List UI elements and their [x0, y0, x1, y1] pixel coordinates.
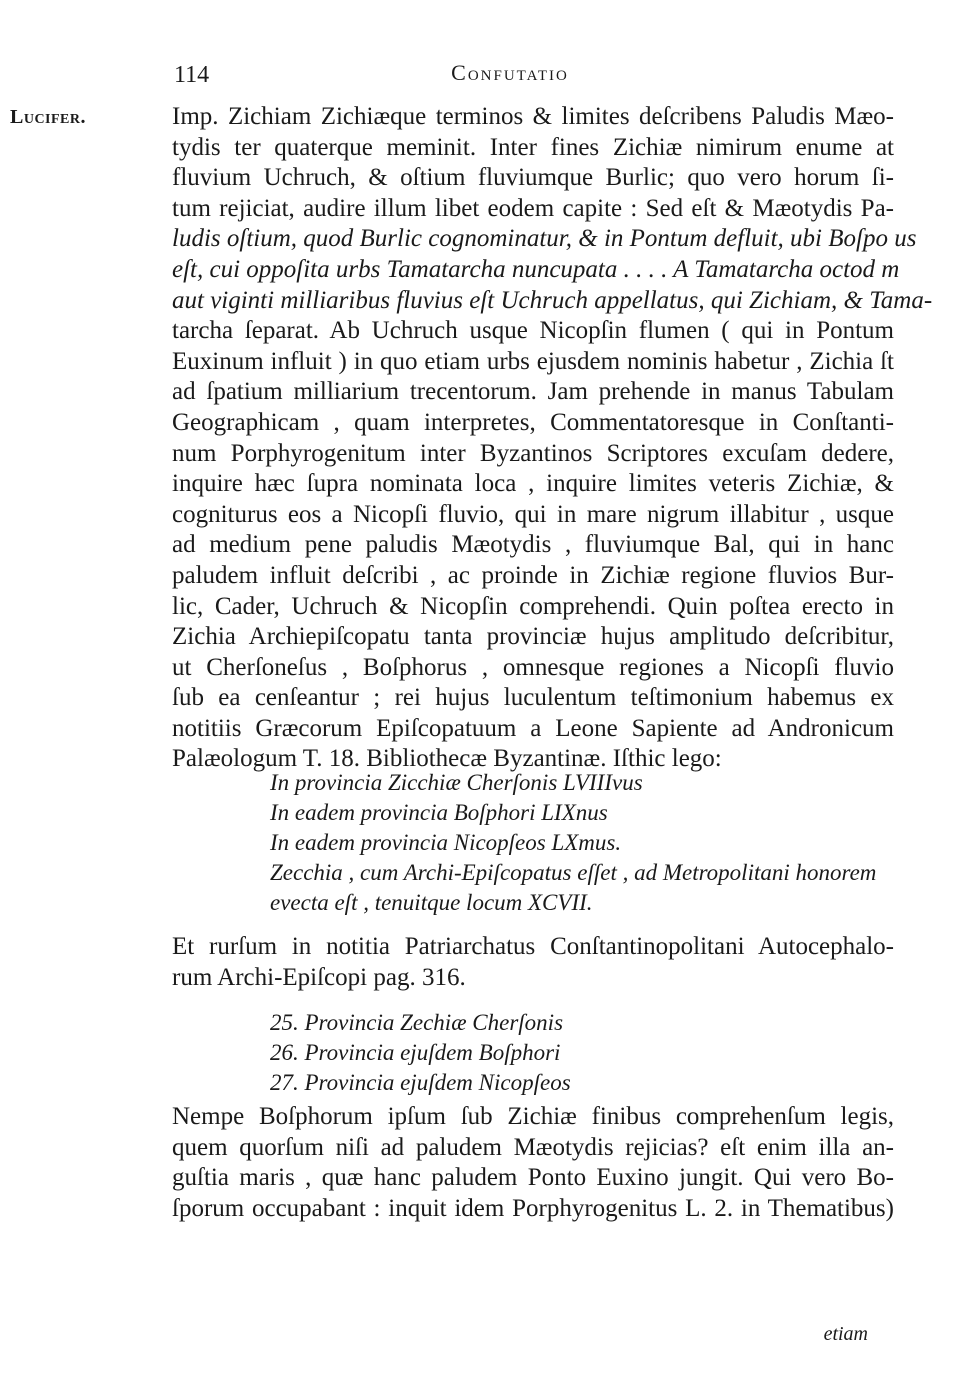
text-line: ſub ea cenſeantur ; rei hujus luculentum teſtimonium habemus ex	[172, 684, 894, 712]
text-line: aut viginti milliaribus fluvius eſt Uchruch appellatus, qui Zichiam, & Tama-	[172, 286, 933, 314]
text-line: ut Cherſoneſus , Boſphorus , omnesque regiones a Nicopſi fluvio	[172, 653, 894, 681]
text-line: Imp. Zichiam Zichiæque terminos & limites deſcribens Paludis Mæo-	[172, 103, 894, 130]
text-line: rum Archi-Epiſcopi pag. 316.	[172, 963, 466, 991]
text-line: Geographicam , quam interpretes, Commentatoresque in Conſtanti-	[172, 408, 894, 436]
text-line: ludis oſtium, quod Burlic cognominatur, & in Pontum defluit, ubi Boſpo us	[172, 225, 917, 253]
paragraph-3	[172, 1102, 894, 1224]
text-line: num Porphyrogenitum inter Byzantinos Scriptores excuſam dedere,	[172, 439, 894, 467]
text-line: ad ſpatium milliarium trecentorum. Jam prehende in manus Tabulam	[172, 378, 894, 406]
running-head: Confutatio	[451, 60, 569, 85]
text-line: cogniturus eos a Nicopſi fluvio, qui in mare nigrum illabitur , usque	[172, 500, 894, 528]
list-item: 26. Provincia ejuſdem Boſphori	[270, 1040, 561, 1065]
text-line: inquire hæc ſupra nominata loca , inquire limites veteris Zichiæ, &	[172, 470, 894, 498]
list-item: 25. Provincia Zechiæ Cherſonis	[270, 1010, 564, 1035]
text-line: Euxinum influit ) in quo etiam urbs ejusdem nominis habetur , Zichia ſt	[172, 347, 894, 375]
text-line: lic, Cader, Uchruch & Nicopſin comprehendi. Quin poſtea erecto in	[172, 592, 894, 620]
catchword: etiam	[823, 1323, 868, 1345]
list-item: evecta eſt , tenuitque locum XCVII.	[270, 890, 593, 915]
text-line: eſt, cui oppoſita urbs Tamatarcha nuncupata . . . . A Tamatarcha octod m	[172, 255, 900, 283]
text-line: paludem influit deſcribi , ac proinde in Zichiæ regione fluvios Bur-	[172, 561, 894, 589]
paragraph-2	[172, 932, 894, 993]
quoted-list-2	[270, 1008, 571, 1098]
text-line: fluvium Uchruch, & oſtium fluviumque Burlic; quo vero horum ſi-	[172, 164, 894, 192]
list-item: In eadem provincia Nicopſeos LXmus.	[270, 830, 622, 855]
text-line: ad medium pene paludis Mæotydis , fluviumque Bal, qui in hanc	[172, 531, 894, 559]
text-line: Nempe Boſphorum ipſum ſub Zichiæ finibus comprehenſum legis,	[172, 1103, 894, 1130]
margin-note: Lucifer.	[10, 106, 87, 128]
quoted-list-1	[270, 768, 876, 918]
list-item: In provincia Zicchiæ Cherſonis LVIIIvus	[270, 770, 643, 795]
paragraph-1	[172, 102, 933, 775]
text-line: tarcha ſeparat. Ab Uchruch usque Nicopſin flumen ( qui in Pontum	[172, 317, 894, 345]
text-line: tum rejiciat, audire illum libet eodem capite : Sed eſt & Mæotydis Pa-	[172, 194, 894, 222]
text-line: Et rurſum in notitia Patriarchatus Conſtantinopolitani Autocephalo-	[172, 933, 894, 960]
list-item: Zecchia , cum Archi-Epiſcopatus eſſet , ad Metropolitani honorem	[270, 860, 877, 885]
text-line: tydis ter quaterque meminit. Inter fines Zichiæ nimirum enume at	[172, 133, 894, 161]
list-item: 27. Provincia ejuſdem Nicopſeos	[270, 1070, 571, 1095]
list-item: In eadem provincia Boſphori LIXnus	[270, 800, 608, 825]
text-line: guſtia maris , quæ hanc paludem Ponto Euxino jungit. Qui vero Bo-	[172, 1164, 894, 1192]
text-line: Palæologum T. 18. Bibliothecæ Byzantinæ. Iſthic lego:	[172, 745, 722, 773]
text-line: Zichia Archiepiſcopatu tanta provinciæ hujus amplitudo deſcribitur,	[172, 623, 894, 651]
text-line: notitiis Græcorum Epiſcopatuum a Leone Sapiente ad Andronicum	[172, 714, 894, 742]
page-number: 114	[174, 62, 210, 88]
text-line: ſporum occupabant : inquit idem Porphyrogenitus L. 2. in Thematibus)	[172, 1194, 894, 1222]
text-line: quem quorſum niſi ad paludem Mæotydis rejicias? eſt enim illa an-	[172, 1133, 894, 1161]
